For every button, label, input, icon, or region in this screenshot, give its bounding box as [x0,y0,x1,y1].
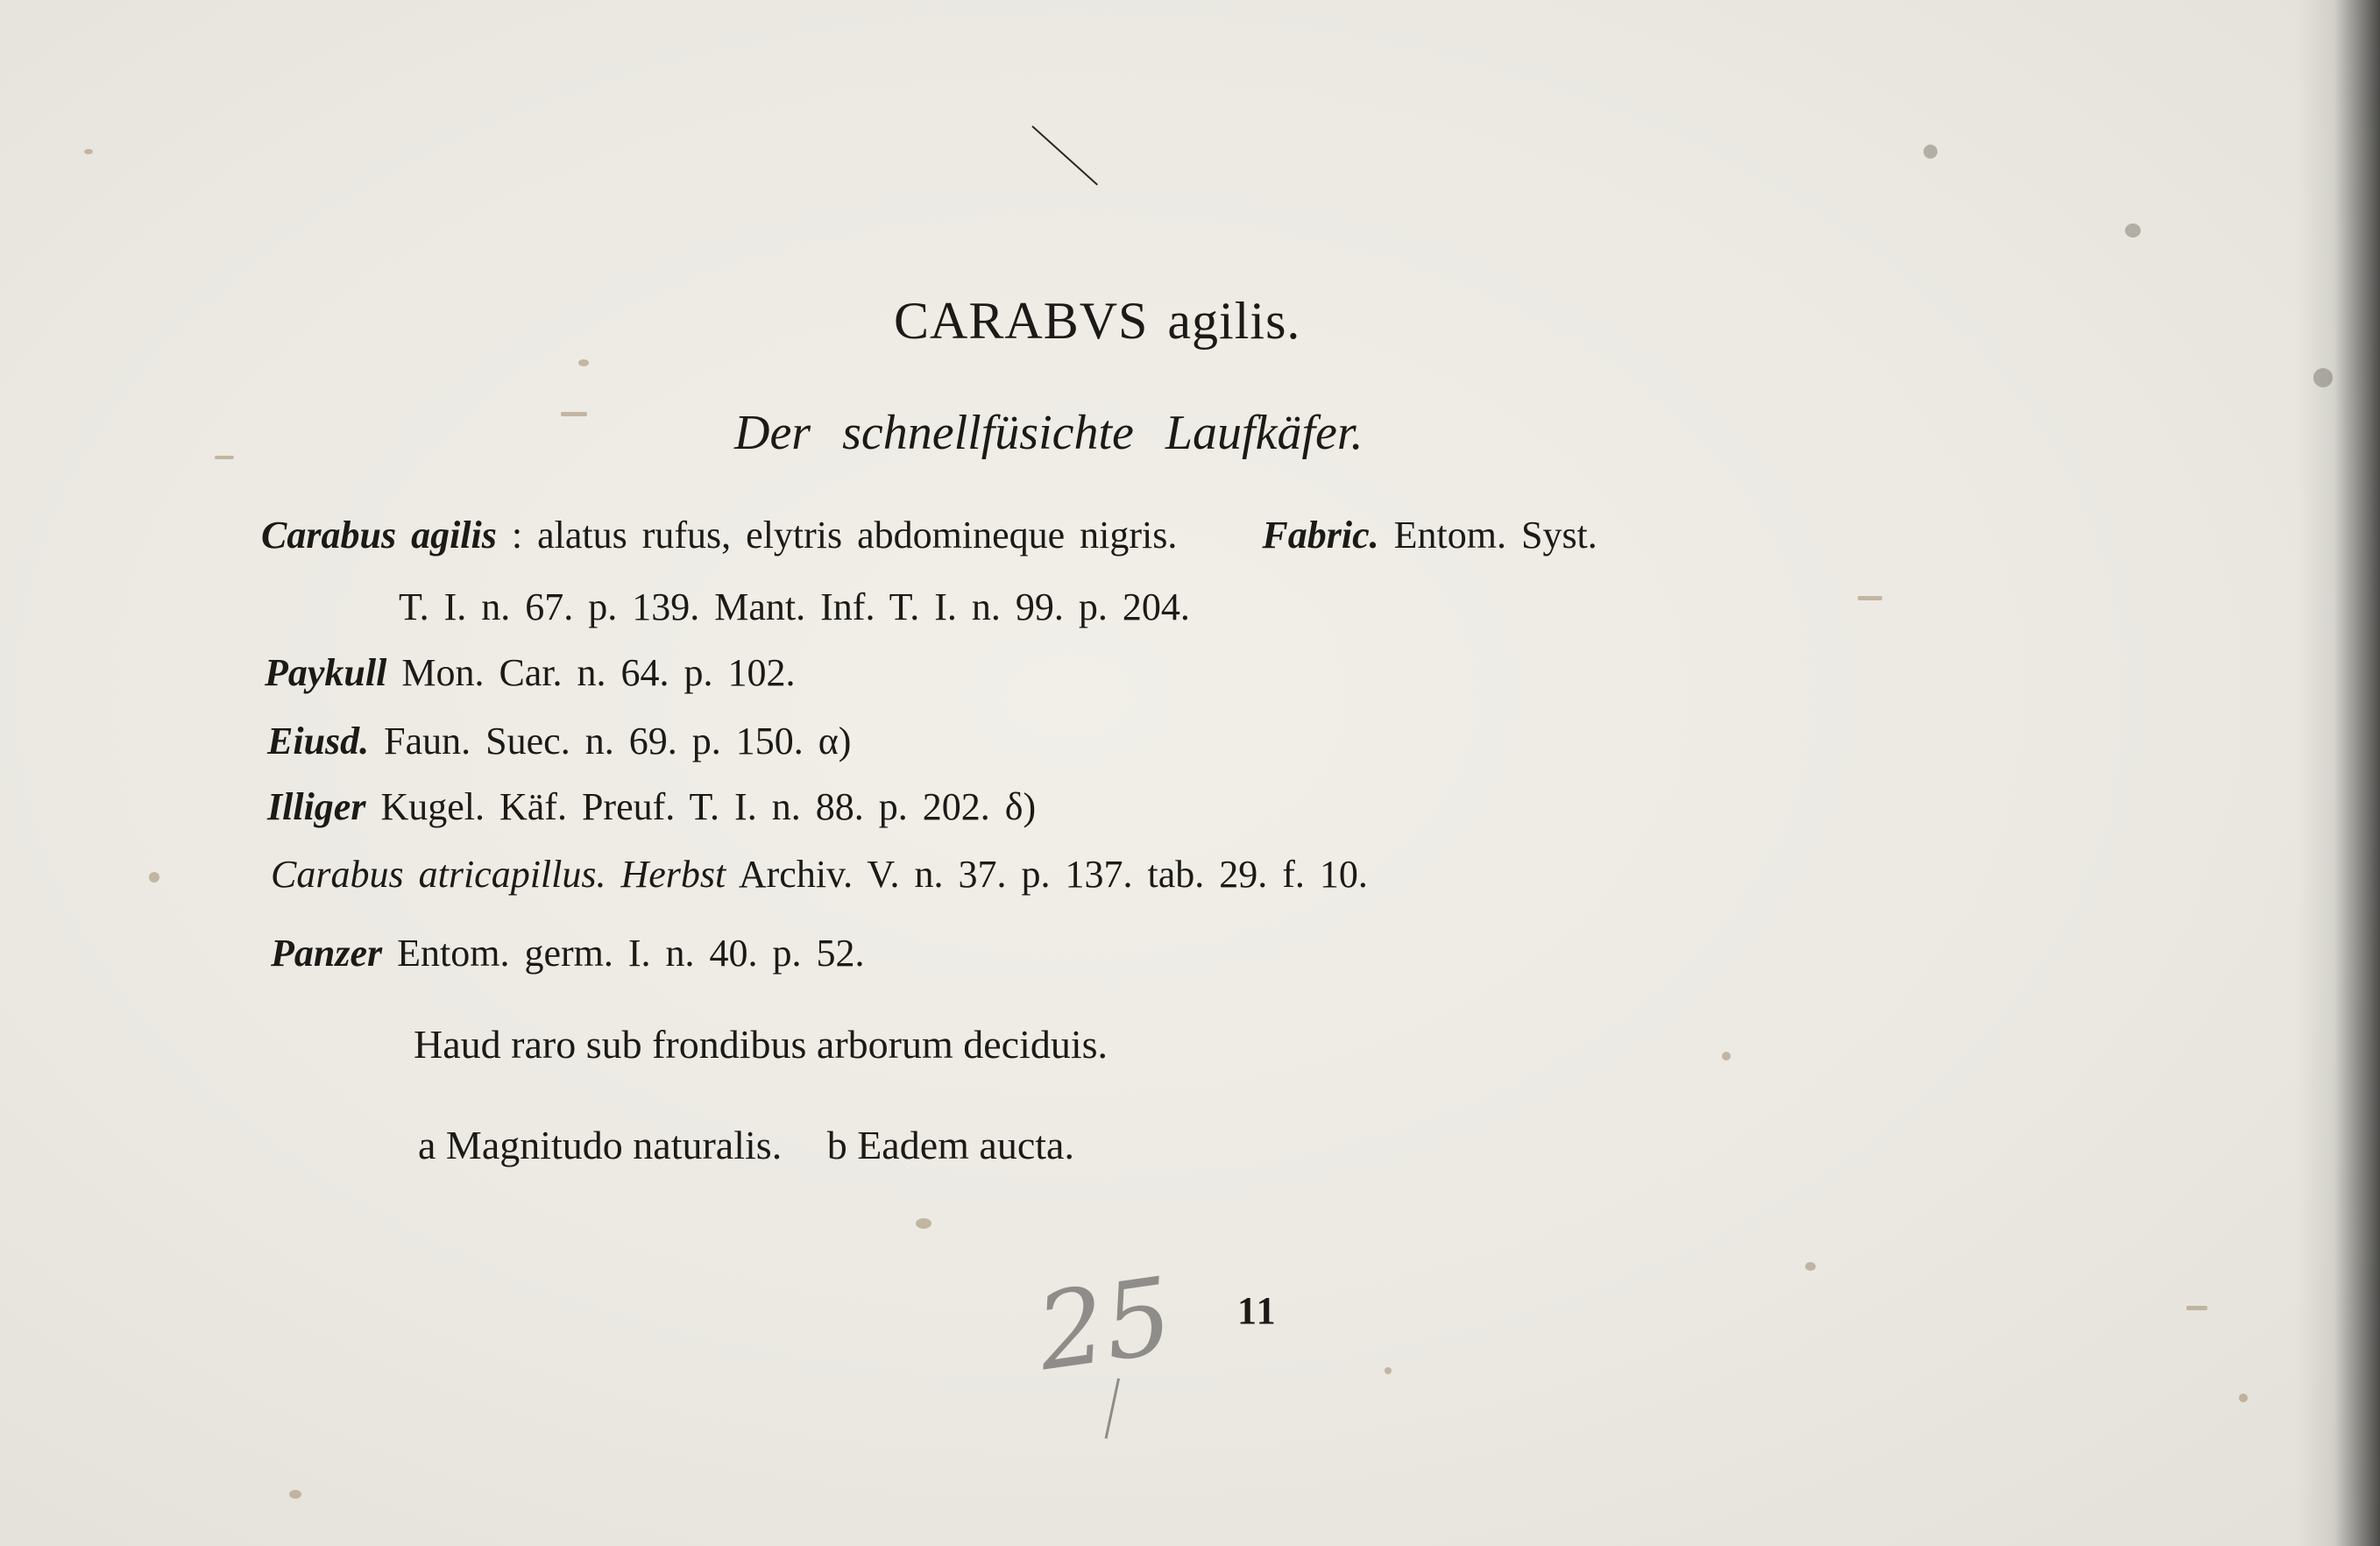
reference-author: Carabus agilis [261,514,497,557]
paper-fleck [215,456,234,459]
german-common-name: Der schnellfüsichte Laufkäfer. [734,406,1364,460]
paper-fleck [1923,145,1937,159]
ink-stroke [1031,125,1098,185]
reference-text: Entom. germ. I. n. 40. p. 52. [397,932,865,975]
handwritten-number-text: 25 [1030,1255,1180,1395]
reference-text: Faun. Suec. n. 69. p. 150. α) [384,720,852,762]
reference-line [267,719,851,763]
reference-text: Kugel. Käf. Preuf. T. I. n. 88. p. 202. δ) [380,785,1037,828]
page-title [894,291,1300,351]
paper-fleck [149,872,159,883]
species-name: agilis. [1167,292,1301,350]
paper-fleck [561,412,587,416]
paper-fleck [2186,1306,2207,1310]
reference-line [399,585,1190,629]
reference-author: Carabus atricapillus. [271,853,606,896]
paper-fleck [2239,1394,2248,1402]
figure-b-caption: b Eadem aucta. [826,1123,1074,1167]
reference-line [271,931,865,975]
paper-fleck [84,149,93,154]
reference-line [271,852,1368,897]
reference-author: Eiusd. [267,720,370,762]
paper-fleck [1858,596,1882,600]
paper-fleck [1722,1052,1731,1060]
paper-fleck [916,1218,931,1229]
paper-fleck [1385,1367,1392,1374]
reference-text: T. I. n. 67. p. 139. Mant. Inf. T. I. n. 99. p. 204. [399,585,1190,628]
page-gutter-shadow [2297,0,2380,1546]
reference-author: Illiger [267,785,366,828]
plate-number: 11 [1237,1289,1278,1332]
reference-line [265,650,796,695]
reference-author: Paykull [265,651,387,694]
reference-text: Archiv. V. n. 37. p. 137. tab. 29. f. 10. [738,853,1368,896]
pencil-mark [1105,1378,1120,1438]
habitat-note: Haud raro sub frondibus arborum deciduis. [414,1022,1109,1067]
figure-a-caption: a Magnitudo naturalis. [418,1123,783,1167]
reference-text: Mon. Car. n. 64. p. 102. [401,651,796,694]
genus-name: CARABVS [894,292,1149,350]
paper-fleck [1805,1262,1816,1271]
paper-fleck [289,1490,301,1499]
reference-source-text: Entom. Syst. [1393,514,1597,557]
reference-author: Panzer [271,932,383,975]
reference-text: : alatus rufus, elytris abdomineque nigris. [511,514,1178,557]
reference-line [261,513,1597,557]
paper-fleck [2125,223,2141,238]
reference-source-author: Fabric. [1262,514,1379,557]
reference-line [267,784,1036,829]
paper-fleck [2313,368,2333,387]
paper-fleck [578,359,589,366]
figure-legend [418,1122,1074,1168]
reference-source-author: Herbst [620,853,726,896]
handwritten-pencil-number [1031,1252,1214,1465]
